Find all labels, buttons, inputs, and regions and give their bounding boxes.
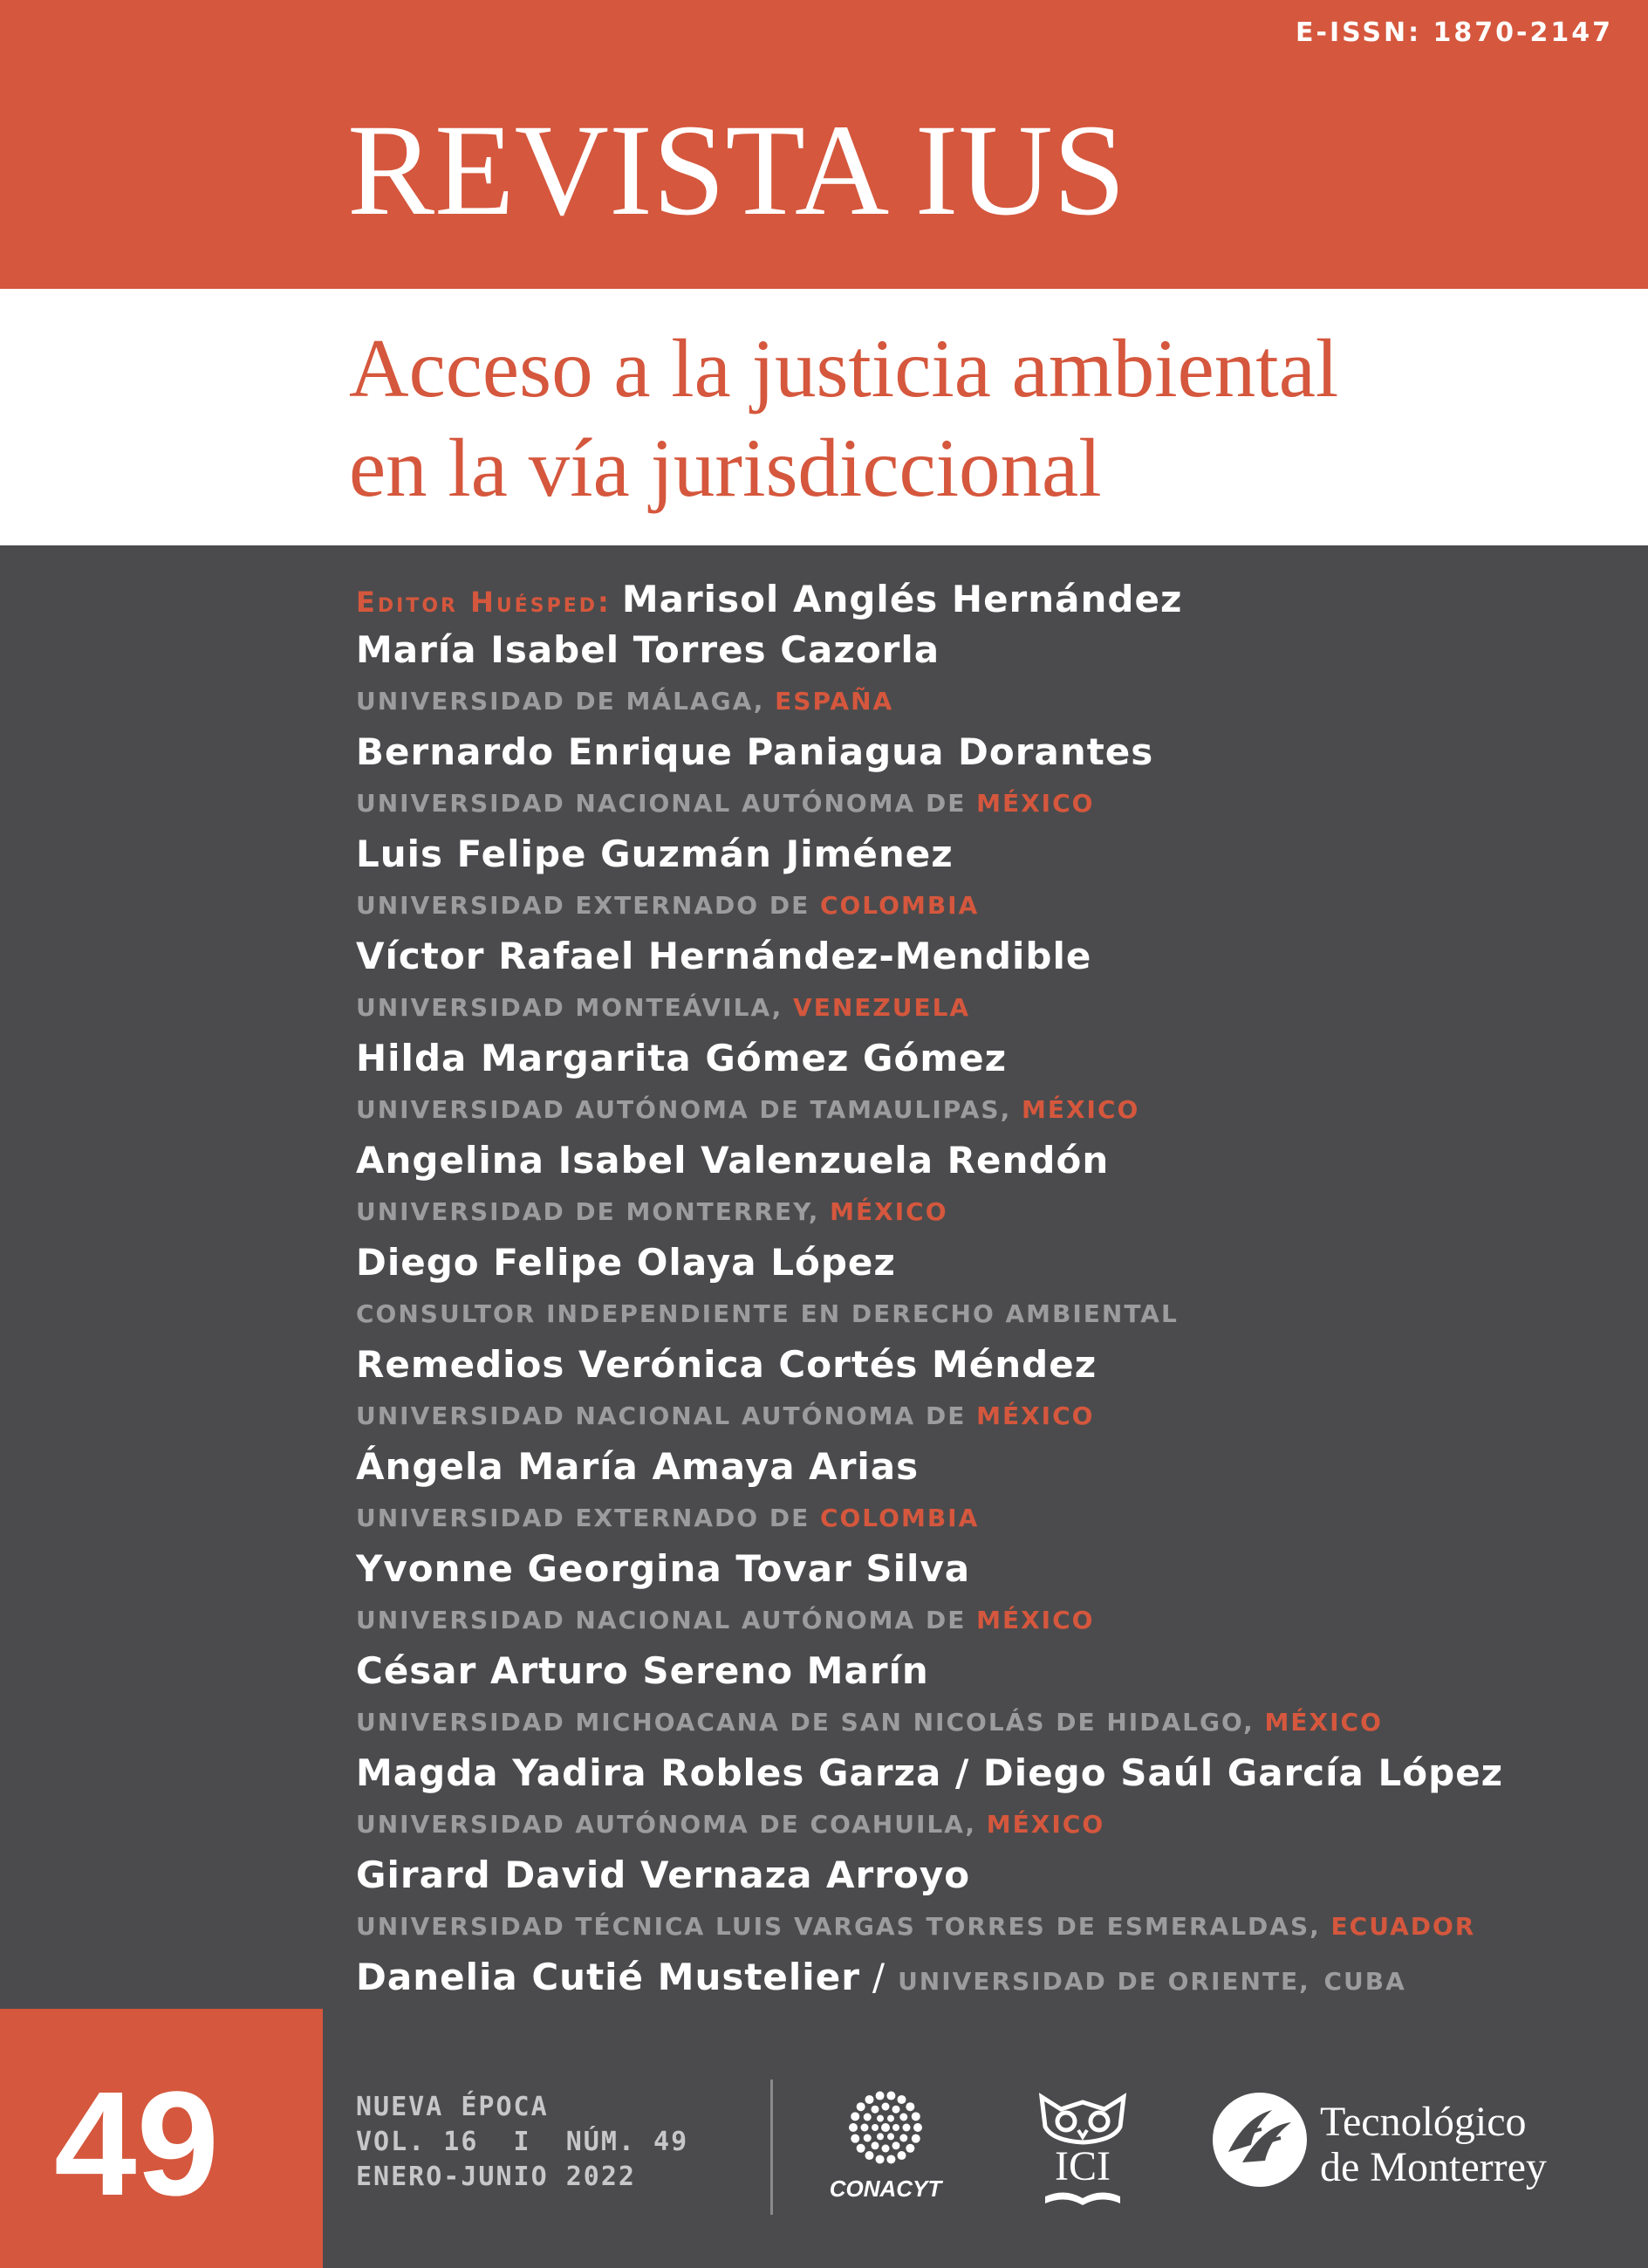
- author-affiliation: [356, 982, 1612, 1033]
- conacyt-logo-icon: [829, 2086, 942, 2208]
- author-list: [356, 574, 1612, 2003]
- affiliation-institution: UNIVERSIDAD NACIONAL AUTÓNOMA DE: [356, 789, 967, 818]
- affiliation-institution: CONSULTOR INDEPENDIENTE EN DERECHO AMBIENTAL: [356, 1299, 1179, 1328]
- conacyt-dot: [872, 2106, 879, 2114]
- conacyt-dot: [906, 2102, 914, 2111]
- author-affiliation: UNIVERSIDAD DE ORIENTE,: [898, 1967, 1310, 1996]
- affiliation-institution: UNIVERSIDAD MONTEÁVILA,: [356, 993, 783, 1022]
- conacyt-dot: [887, 2115, 894, 2122]
- conacyt-dot: [876, 2092, 885, 2100]
- author-name: Remedios Verónica Cortés Méndez: [356, 1343, 1098, 1386]
- affiliation-country: MÉXICO: [986, 1810, 1105, 1839]
- author-name: Luis Felipe Guzmán Jiménez: [356, 833, 954, 875]
- author-affiliation: [356, 1799, 1612, 1850]
- affiliation-institution: UNIVERSIDAD TÉCNICA LUIS VARGAS TORRES DE ESMERALDAS,: [356, 1912, 1321, 1941]
- author-name: Magda Yadira Robles Garza / Diego Saúl García López: [356, 1751, 1504, 1794]
- author-name: Hilda Margarita Gómez Gómez: [356, 1037, 1008, 1079]
- conacyt-dot: [892, 2124, 899, 2131]
- conacyt-dot: [881, 2123, 890, 2132]
- author-name: Diego Felipe Olaya López: [356, 1241, 896, 1284]
- author-affiliation: [356, 1084, 1612, 1135]
- conacyt-dot: [887, 2133, 894, 2140]
- author-name: María Isabel Torres Cazorla: [356, 628, 940, 671]
- issue-subtitle: [349, 319, 1338, 517]
- affiliation-country: MÉXICO: [976, 1401, 1095, 1430]
- author-name: Angelina Isabel Valenzuela Rendón: [356, 1139, 1110, 1182]
- issue-epoch: NUEVA ÉPOCA: [356, 2092, 549, 2122]
- last-author: [356, 1952, 1612, 2003]
- subtitle-line-1: Acceso a la justicia ambiental: [349, 322, 1339, 415]
- conacyt-dot: [877, 2133, 884, 2140]
- affiliation-institution: UNIVERSIDAD NACIONAL AUTÓNOMA DE: [356, 1606, 967, 1634]
- guest-editor-label: Editor Huésped:: [356, 586, 612, 619]
- guest-editor: [356, 574, 1612, 625]
- conacyt-dot: [886, 2092, 895, 2100]
- tec-label-line-1: Tecnológico: [1320, 2099, 1527, 2145]
- issn: E-ISSN: 1870-2147: [1296, 17, 1613, 48]
- conacyt-dot: [851, 2112, 859, 2121]
- author-country: CUBA: [1323, 1967, 1406, 1996]
- journal-title: REVISTA IUS: [347, 98, 1126, 243]
- affiliation-institution: UNIVERSIDAD AUTÓNOMA DE TAMAULIPAS,: [356, 1095, 1012, 1124]
- author-affiliation: [356, 1390, 1612, 1442]
- author-affiliation: [356, 1696, 1612, 1748]
- author-name: Bernardo Enrique Paniagua Dorantes: [356, 730, 1154, 773]
- guest-editor-name: Marisol Anglés Hernández: [621, 578, 1183, 620]
- conacyt-dot: [912, 2112, 920, 2121]
- conacyt-dot: [865, 2151, 874, 2160]
- author-rows: [356, 625, 1612, 1952]
- affiliation-country: MÉXICO: [976, 1606, 1095, 1634]
- author-affiliation: [356, 1492, 1612, 1544]
- affiliation-institution: UNIVERSIDAD NACIONAL AUTÓNOMA DE: [356, 1401, 967, 1430]
- affiliation-institution: UNIVERSIDAD AUTÓNOMA DE COAHUILA,: [356, 1810, 977, 1839]
- author-affiliation: [356, 675, 1612, 727]
- owl-ici-icon: [1035, 2090, 1131, 2212]
- author-affiliation: [356, 1901, 1612, 1952]
- conacyt-dot: [912, 2134, 920, 2143]
- affiliation-country: COLOMBIA: [819, 891, 980, 920]
- conacyt-dot: [892, 2106, 900, 2114]
- author-name: César Arturo Sereno Marín: [356, 1649, 929, 1692]
- tec-emblem-icon: [1211, 2091, 1309, 2189]
- conacyt-dot: [882, 2145, 890, 2153]
- author-affiliation: [356, 1594, 1612, 1646]
- subtitle-line-2: en la vía jurisdiccional: [349, 421, 1102, 514]
- conacyt-dot: [849, 2123, 858, 2132]
- top-band: [0, 0, 1648, 289]
- author-name: Yvonne Georgina Tovar Silva: [356, 1547, 971, 1590]
- conacyt-dot: [899, 2114, 907, 2121]
- conacyt-dot: [857, 2102, 865, 2111]
- conacyt-dot: [898, 2095, 906, 2104]
- conacyt-dot: [906, 2144, 914, 2153]
- tec-label: [1320, 2100, 1547, 2190]
- author-name: Danelia Cutié Mustelier: [356, 1956, 860, 1998]
- conacyt-dots-icon: [829, 2086, 942, 2173]
- issue-volume: VOL. 16 I NÚM. 49: [356, 2127, 689, 2157]
- affiliation-institution: UNIVERSIDAD EXTERNADO DE: [356, 1504, 810, 1532]
- conacyt-label: CONACYT: [829, 2175, 942, 2202]
- conacyt-dot: [872, 2124, 879, 2131]
- affiliation-country: ESPAÑA: [775, 687, 894, 716]
- affiliation-country: ECUADOR: [1330, 1912, 1476, 1941]
- affiliation-country: MÉXICO: [1021, 1095, 1140, 1124]
- author-name: Girard David Vernaza Arroyo: [356, 1853, 971, 1896]
- conacyt-dot: [861, 2124, 869, 2132]
- affiliation-country: COLOMBIA: [819, 1504, 980, 1532]
- conacyt-dot: [857, 2144, 865, 2153]
- conacyt-dot: [872, 2141, 879, 2149]
- conacyt-dot: [903, 2124, 911, 2132]
- conacyt-dot: [864, 2114, 872, 2121]
- conacyt-dot: [851, 2134, 859, 2143]
- affiliation-country: VENEZUELA: [793, 993, 971, 1022]
- conacyt-dot: [898, 2151, 906, 2160]
- issue-date: ENERO-JUNIO 2022: [356, 2162, 636, 2192]
- conacyt-dot: [899, 2134, 907, 2142]
- tec-label-line-2: de Monterrey: [1320, 2144, 1547, 2190]
- affiliation-country: MÉXICO: [830, 1197, 948, 1226]
- conacyt-dot: [876, 2155, 885, 2163]
- author-affiliation: [356, 880, 1612, 931]
- issue-number-box: [0, 2009, 323, 2268]
- affiliation-institution: UNIVERSIDAD DE MÁLAGA,: [356, 687, 765, 716]
- subtitle-band: [0, 289, 1648, 545]
- author-affiliation: [356, 778, 1612, 829]
- issue-info: [356, 2090, 688, 2195]
- author-name: Víctor Rafael Hernández-Mendible: [356, 935, 1092, 977]
- issue-number: 49: [54, 2061, 220, 2227]
- separator: /: [872, 1956, 886, 1998]
- affiliation-institution: UNIVERSIDAD EXTERNADO DE: [356, 891, 810, 920]
- divider: [770, 2080, 773, 2215]
- author-affiliation: [356, 1288, 1612, 1340]
- conacyt-dot: [882, 2103, 890, 2111]
- affiliation-institution: UNIVERSIDAD MICHOACANA DE SAN NICOLÁS DE HIDALGO,: [356, 1708, 1255, 1737]
- affiliation-institution: UNIVERSIDAD DE MONTERREY,: [356, 1197, 820, 1226]
- affiliation-country: MÉXICO: [1264, 1708, 1383, 1737]
- ici-label: ICI: [1055, 2143, 1111, 2189]
- conacyt-dot: [886, 2155, 895, 2163]
- tec-monterrey-logo-icon: [1211, 2091, 1595, 2196]
- conacyt-dot: [864, 2134, 872, 2142]
- conacyt-dot: [865, 2095, 874, 2104]
- affiliation-country: MÉXICO: [976, 789, 1095, 818]
- conacyt-dot: [913, 2123, 922, 2132]
- conacyt-dot: [892, 2141, 900, 2149]
- author-name: Ángela María Amaya Arias: [356, 1445, 920, 1488]
- conacyt-dot: [877, 2115, 884, 2122]
- author-affiliation: [356, 1186, 1612, 1237]
